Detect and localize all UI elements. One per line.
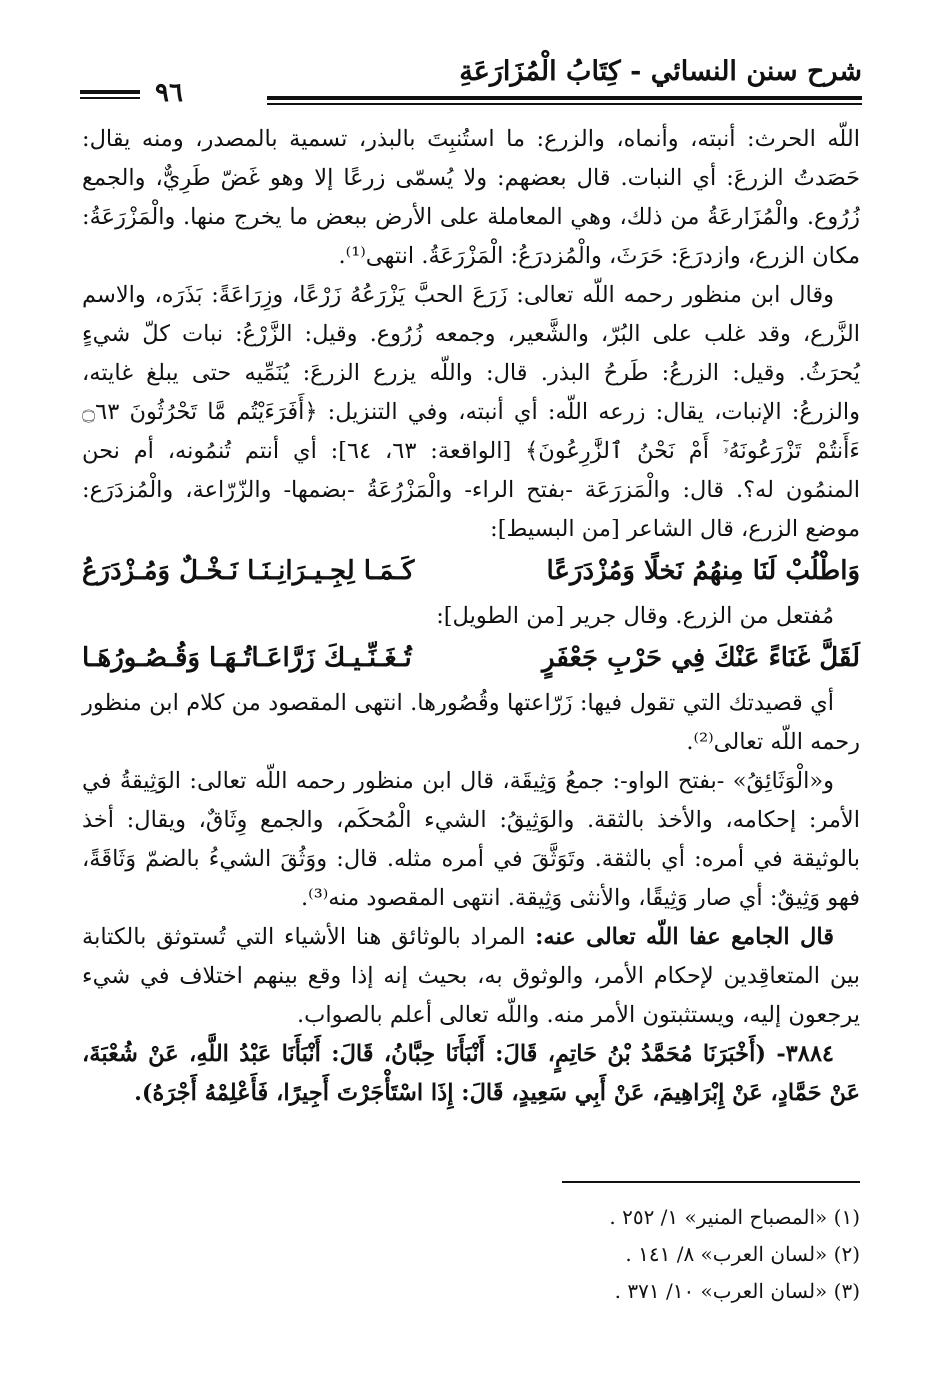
poem-verse-tawil	[82, 638, 860, 678]
verse-hemistich-right: لَقَلَّ غَنَاءً عَنْكَ فِي حَرْبِ جَعْفَرٍ	[542, 643, 860, 673]
paragraph-qasida: أي قصيدتك التي تقول فيها: زَرّاعتها وقُصُورها. انتهى المقصود من كلام ابن منظور رحمه اللّه تعالى⁽²⁾.	[82, 690, 860, 755]
footnote-separator	[562, 1181, 860, 1183]
running-title: شرح سنن النسائي - كِتَابُ الْمُزَارَعَةِ	[459, 56, 862, 87]
footnote-item: (١) «المصباح المنير» ١/ ٢٥٢ .	[609, 1205, 860, 1229]
footnote-item: (٢) «لسان العرب» ٨/ ١٤١ .	[625, 1242, 860, 1266]
header-rule	[267, 96, 862, 105]
paragraph-jarir-intro: مُفتعل من الزرع. وقال جرير [من الطويل]:	[436, 603, 834, 629]
poem-verse-basit	[82, 551, 860, 591]
verse-hemistich-right: وَاطْلُبْ لَنَا مِنهُمُ نَخلًا وَمُزْدَرَعًا	[546, 556, 860, 586]
paragraph-jami-comment	[82, 918, 860, 1035]
footnote-item: (٣) «لسان العرب» ١٠/ ٣٧١ .	[614, 1279, 860, 1303]
commentator-lead: قال الجامع عفا اللّه تعالى عنه:	[535, 924, 835, 950]
verse-hemistich-left: كَـمَـا لِجِـيـرَانِـنَـا نَـخْـلٌ وَمُـزْدَرَعُ	[82, 556, 415, 586]
page-header	[80, 50, 862, 108]
commentator-text: المراد بالوثائق هنا الأشياء التي تُستوثق بالكتابة بين المتعاقِدين لإحكام الأمر، والوثوق به، بحيث إنه إذا وقع بينهم اختلاف في شيء يرجعون إليه، ويستثبتون الأمر منه. واللّه تعالى أعلم بالصواب.	[82, 924, 860, 1028]
footnotes	[400, 1199, 860, 1310]
paragraph-definition-harth: اللّه الحرث: أنبته، وأنماه، والزرع: ما استُنبِتَ بالبذر، تسمية بالمصدر، ومنه يقال: حَصَدتُ الزرعَ: أي النبات. قال بعضهم: ولا يُسمّى زرعًا إلا وهو غَضّ طَرِيٌّ، والجمع زُرُوع. والْمُزَارعَةُ من ذلك، وهي المعاملة على الأرض ببعض ما يخرج منها. والْمَزْرَعَةُ: مكان الزرع، وازدرَعَ: حَرَثَ، والْمُزدرَعُ: الْمَزْرَعَةُ. انتهى⁽¹⁾.	[82, 126, 860, 269]
page-number-rule	[80, 90, 140, 99]
hadith-3884: ٣٨٨٤- (أَخْبَرَنَا مُحَمَّدُ بْنُ حَاتِمٍ، قَالَ: أَنْبَأَنَا حِبَّانُ، قَالَ: أَنْبَأَنَا عَبْدُ اللَّهِ، عَنْ شُعْبَةَ، عَنْ حَمَّادٍ، عَنْ إِبْرَاهِيمَ، عَنْ أَبِي سَعِيدٍ، قَالَ: إِذَا اسْتَأْجَرْتَ أَجِيرًا، فَأَعْلِمْهُ أَجْرَهُ).	[82, 1041, 860, 1106]
paragraph-ibn-manzur-zar: وقال ابن منظور رحمه اللّه تعالى: زَرَعَ الحبَّ يَزْرَعُهُ زَرْعًا، وزِرَاعَةً: بَذَرَه، والاسم الزَّرع، وقد غلب على البُرّ، والشَّعير، وجمعه زُرُوع. وقيل: الزَّرْعُ: نبات كلّ شيءٍ يُحرَثُ. وقيل: الزرعُ: طَرحُ البذر. قال: واللّه يزرع الزرعَ: يُنَمِّيه حتى يبلغ غايته، والزرعُ: الإنبات، يقال: زرعه اللّه: أي أنبته، وفي التنزيل: ﴿أَفَرَءَيْتُم مَّا تَحْرُثُونَ ۝٦٣ ءَأَنتُمْ تَزْرَعُونَهُۥٓ أَمْ نَحْنُ ٱلزَّٰرِعُونَ﴾ [الواقعة: ٦٣، ٦٤]: أي أنتم تُنمُونه، أم نحن المنمُون له؟. قال: والْمَزرَعَة -بفتح الراء- والْمَزْرُعَةُ -بضمها- والزّرّاعة، والْمُزدَرَع: موضع الزرع، قال الشاعر [من البسيط]:	[82, 282, 861, 542]
page-number: ٩٦	[155, 78, 183, 108]
main-text	[82, 120, 860, 1113]
paragraph-wathaiq: و«الْوَثَائِقُ» -بفتح الواو-: جمعُ وَثِيقَة، قال ابن منظور رحمه اللّه تعالى: الوَثِيقةُ في الأمر: إحكامه، والأخذ بالثقة. والوَثِيقُ: الشيء الْمُحكَم، والجمع وِثَاقٌ، ويقال: أخذ بالوثيقة في أمره: أي بالثقة. وتَوَثَّقَ في أمره مثله. قال: ووَثُقَ الشيءُ بالضمّ وَثَاقَةً، فهو وَثِيقٌ: أي صار وَثِيقًا، والأنثى وَثِيقة. انتهى المقصود منه⁽³⁾.	[82, 768, 860, 911]
verse-hemistich-left: تُـغَـنِّـيـكَ زَرَّاعَـاتُـهَـا وَقُـصُـورُهَـا	[82, 643, 412, 673]
